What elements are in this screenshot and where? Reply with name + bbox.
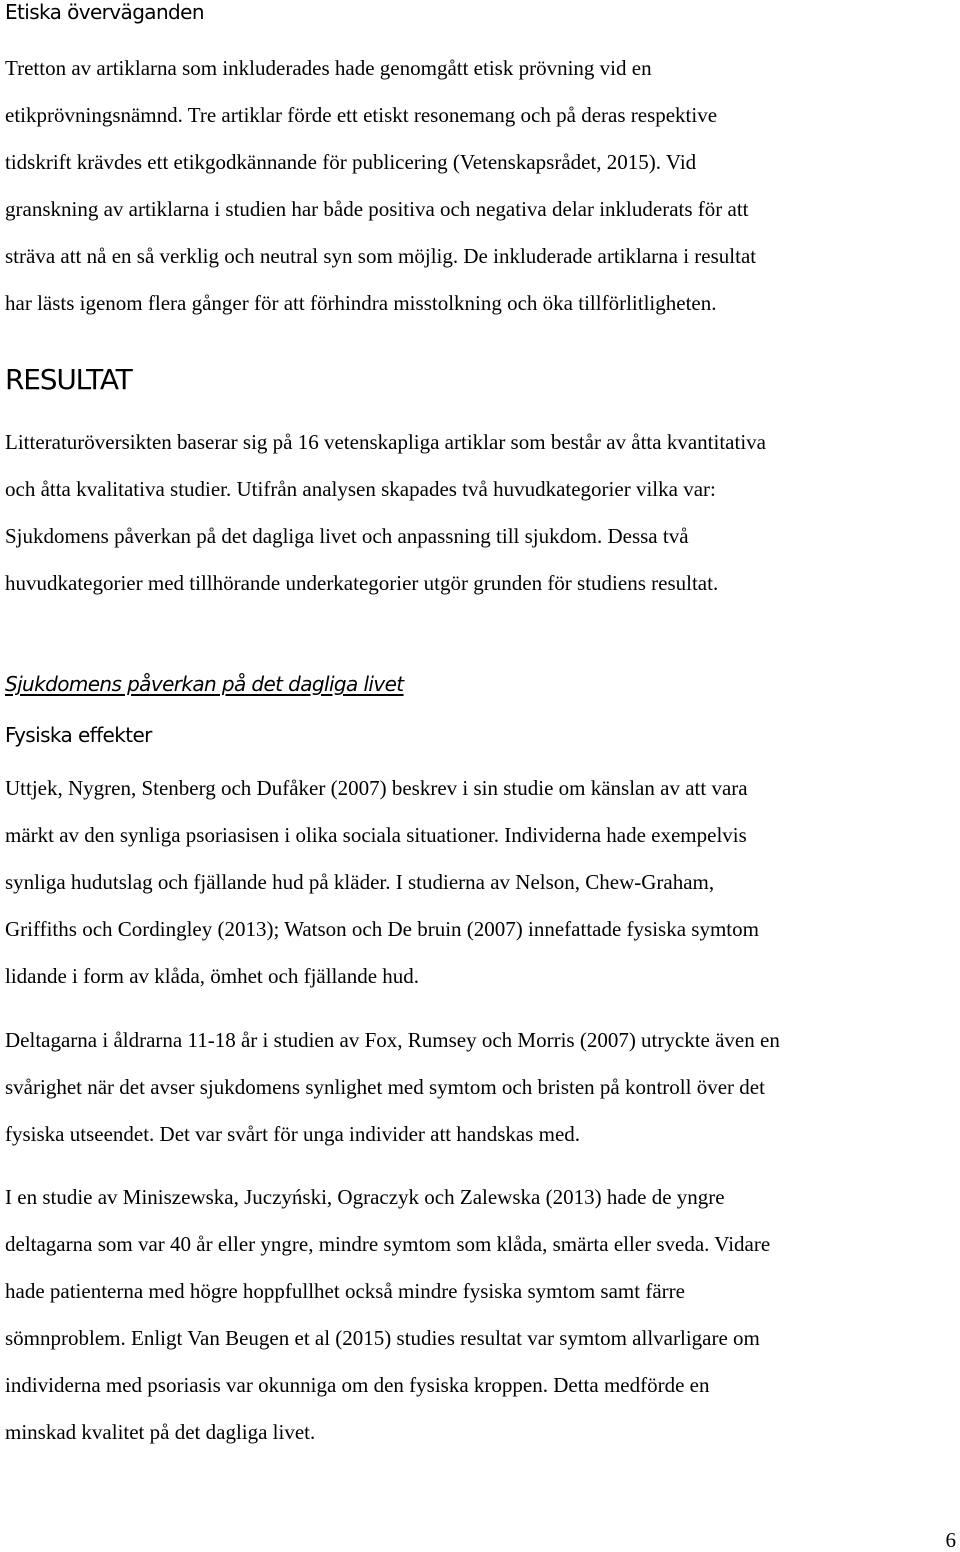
ethics-paragraph — [5, 45, 950, 327]
text-line: individerna med psoriasis var okunniga om den fysiska kroppen. Detta medförde en — [5, 1373, 710, 1397]
text-line: lidande i form av klåda, ömhet och fjällande hud. — [5, 964, 420, 988]
text-line: svårighet när det avser sjukdomens synlighet med symtom och bristen på kontroll över det — [5, 1075, 765, 1099]
text-line: Sjukdomens påverkan på det dagliga livet och anpassning till sjukdom. Dessa två — [5, 524, 689, 548]
text-line: hade patienterna med högre hoppfullhet också mindre fysiska symtom samt färre — [5, 1279, 685, 1303]
text-line: Uttjek, Nygren, Stenberg och Dufåker (2007) beskrev i sin studie om känslan av att vara — [5, 776, 748, 800]
impact-paragraph-2 — [5, 1017, 950, 1158]
text-line: huvudkategorier med tillhörande underkategorier utgör grunden för studiens resultat. — [5, 571, 719, 595]
text-line: fysiska utseendet. Det var svårt för unga individer att handskas med. — [5, 1122, 581, 1146]
text-line: Griffiths och Cordingley (2013); Watson och De bruin (2007) innefattade fysiska symtom — [5, 917, 759, 941]
impact-paragraph-1 — [5, 765, 950, 1000]
text-line: minskad kvalitet på det dagliga livet. — [5, 1420, 316, 1444]
text-line: har lästs igenom flera gånger för att förhindra misstolkning och öka tillförlitligheten. — [5, 291, 717, 315]
text-line: Deltagarna i åldrarna 11-18 år i studien av Fox, Rumsey och Morris (2007) utryckte även en — [5, 1028, 780, 1052]
text-line: tidskrift krävdes ett etikgodkännande för publicering (Vetenskapsrådet, 2015). Vid — [5, 150, 697, 174]
text-line: etikprövningsnämnd. Tre artiklar förde ett etiskt resonemang och på deras respektive — [5, 103, 718, 127]
text-line: och åtta kvalitativa studier. Utifrån analysen skapades två huvudkategorier vilka var: — [5, 477, 716, 501]
text-line: synliga hudutslag och fjällande hud på kläder. I studierna av Nelson, Chew-Graham, — [5, 870, 715, 894]
page-number: 6 — [945, 1528, 956, 1552]
results-paragraph — [5, 419, 950, 607]
text-line: granskning av artiklarna i studien har både positiva och negativa delar inkluderats för att — [5, 197, 749, 221]
text-line: Tretton av artiklarna som inkluderades hade genomgått etisk prövning vid en — [5, 56, 652, 80]
impact-paragraph-3 — [5, 1174, 950, 1456]
text-line: deltagarna som var 40 år eller yngre, mindre symtom som klåda, smärta eller sveda. Vidare — [5, 1232, 771, 1256]
text-line: I en studie av Miniszewska, Juczyński, Ograczyk och Zalewska (2013) hade de yngre — [5, 1185, 725, 1209]
text-line: sträva att nå en så verklig och neutral syn som möjlig. De inkluderade artiklarna i resultat — [5, 244, 757, 268]
impact-heading: Sjukdomens påverkan på det dagliga livet — [5, 672, 404, 696]
results-heading: RESULTAT — [5, 363, 132, 396]
ethics-heading: Etiska överväganden — [5, 0, 204, 24]
text-line: Litteraturöversikten baserar sig på 16 vetenskapliga artiklar som består av åtta kvantitativa — [5, 430, 766, 454]
text-line: märkt av den synliga psoriasisen i olika sociala situationer. Individerna hade exempelvis — [5, 823, 747, 847]
text-line: sömnproblem. Enligt Van Beugen et al (2015) studies resultat var symtom allvarligare om — [5, 1326, 760, 1350]
physical-effects-subheading: Fysiska effekter — [5, 723, 152, 747]
